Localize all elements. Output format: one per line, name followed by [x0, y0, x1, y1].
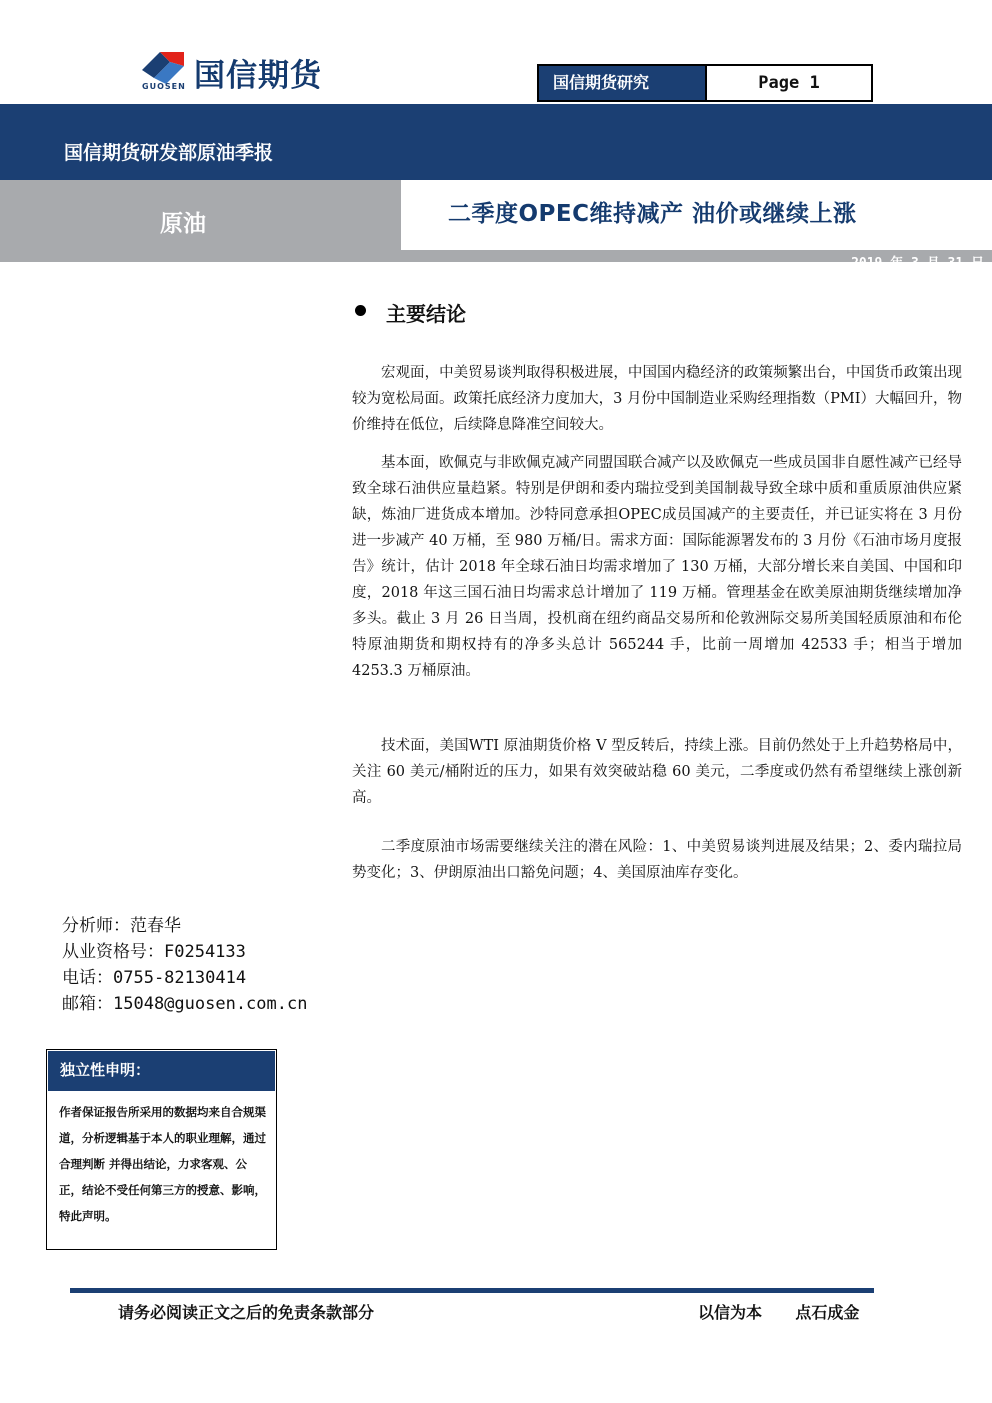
- section-heading: 主要结论: [386, 302, 466, 326]
- paragraph-risks: 二季度原油市场需要继续关注的潜在风险：1、中美贸易谈判进展及结果；2、委内瑞拉局势变化；3、伊朗原油出口豁免问题；4、美国原油库存变化。: [352, 839, 962, 881]
- bullet-icon: [355, 305, 366, 316]
- analyst-name: 分析师：范春华: [62, 916, 181, 936]
- footer-slogan: 以信为本 点石成金: [698, 1303, 860, 1322]
- independence-title: 独立性申明：: [48, 1051, 275, 1091]
- category-label: 原油: [160, 211, 206, 237]
- analyst-email: 邮箱：15048@guosen.com.cn: [62, 994, 308, 1014]
- report-headline: 二季度OPEC维持减产 油价或继续上涨: [448, 201, 857, 227]
- company-logo-text: 国信期货: [194, 58, 322, 94]
- footer-disclaimer: 请务必阅读正文之后的免责条款部分: [118, 1303, 375, 1322]
- research-label: 国信期货研究: [539, 66, 705, 100]
- paragraph-macro: 宏观面，中美贸易谈判取得积极进展，中国国内稳经济的政策频繁出台，中国货币政策出现较为宽松局面。政策托底经济力度加大，3 月份中国制造业采购经理指数（PMI）大幅回升，物价维持在低位，后续降息降准空间较大。: [352, 365, 962, 433]
- footer-rule: [70, 1288, 874, 1293]
- analyst-license: 从业资格号：F0254133: [62, 942, 246, 962]
- report-series-title: 国信期货研发部原油季报: [64, 142, 274, 164]
- page-number: Page 1: [705, 66, 871, 100]
- report-date: 2019 年 3 月 31 日: [851, 256, 984, 271]
- date-strip: [0, 250, 992, 262]
- analyst-phone: 电话：0755-82130414: [62, 968, 247, 988]
- paragraph-fundamentals: 基本面，欧佩克与非欧佩克减产同盟国联合减产以及欧佩克一些成员国非自愿性减产已经导致全球石油供应量趋紧。特别是伊朗和委内瑞拉受到美国制裁导致全球中质和重质原油供应紧缺，炼油厂进货成本增加。沙特同意承担OPEC成员国减产的主要责任，并已证实将在 3 月份进一步减产 40 万桶，至 980 万桶/日。需求方面：国际能源署发布的 3 月份《石油市场月度报告》统计，估计 2018 年全球石油日均需求增加了 130 万桶，大部分增长来自美国、中国和印度，2018 年这三国石油日均需求总计增加了 119 万桶。管理基金在欧美原油期货继续增加净多头。截止 3 月 26 日当周，投机商在纽约商品交易所和伦敦洲际交易所美国轻质原油和布伦特原油期货和期权持有的净多头总计 565244 手，比前一周增加 42533 手；相当于增加 4253.3 万桶原油。: [352, 455, 962, 679]
- paragraph-technical: 技术面，美国WTI 原油期货价格 V 型反转后，持续上涨。目前仍然处于上升趋势格局中，关注 60 美元/桶附近的压力，如果有效突破站稳 60 美元，二季度或仍然有希望继续上涨创新高。: [352, 738, 962, 806]
- independence-text: 作者保证报告所采用的数据均来自合规渠道，分析逻辑基于本人的职业理解，通过合理判断 并得出结论，力求客观、公正，结论不受任何第三方的授意、影响，特此声明。: [59, 1105, 266, 1223]
- logo-subtext: GUOSEN: [142, 82, 186, 91]
